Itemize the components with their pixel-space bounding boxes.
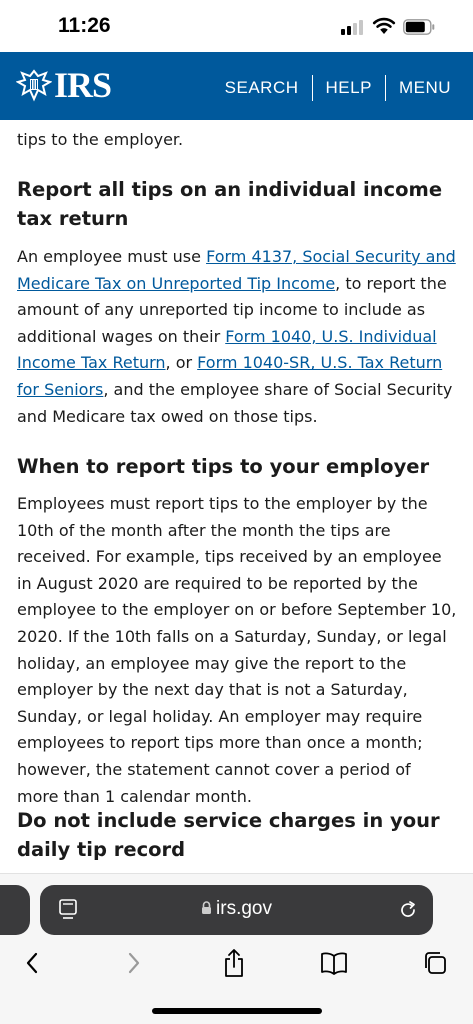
cellular-signal-icon [341, 19, 365, 35]
section-heading: Do not include service charges in your daily tip record [17, 809, 440, 861]
bookmarks-icon[interactable] [316, 946, 352, 980]
status-bar [0, 0, 473, 52]
previous-tab-preview[interactable] [0, 885, 30, 935]
forward-icon[interactable] [116, 946, 152, 980]
browser-toolbar [0, 873, 473, 1024]
site-header [0, 52, 473, 120]
section-paragraph [17, 244, 457, 430]
nav-search[interactable]: SEARCH [224, 78, 299, 97]
intro-tail-text: tips to the employer. [17, 130, 184, 149]
form-1040-link[interactable]: Form 1040, U.S. Individual Income Tax Return [17, 326, 437, 373]
home-indicator [152, 1008, 322, 1014]
wifi-icon [372, 17, 396, 35]
status-time: 11:26 [58, 14, 111, 37]
url-text: irs.gov [216, 898, 272, 919]
nav-help[interactable]: HELP [325, 78, 372, 97]
nav-divider [312, 75, 313, 101]
paragraph-text: , and the employee share of Social Security and Medicare tax owed on those tips. [17, 379, 453, 426]
section-heading: Report all tips on an individual income tax return [17, 178, 443, 230]
form-4137-link[interactable]: Form 4137, Social Security and Medicare Tax on Unreported Tip Income [17, 247, 456, 293]
paragraph-text: , to report the amount of any unreported tip income to include as additional wages on their [17, 273, 447, 346]
eagle-icon [16, 68, 52, 102]
tabs-icon[interactable] [417, 946, 453, 980]
section-heading: When to report tips to your employer [17, 455, 430, 478]
address-bar[interactable] [40, 885, 433, 935]
paragraph-text: An employee must use [17, 247, 207, 266]
section-paragraph: Employees must report tips to the employer by the 10th of the month after the month the tips are received. For example, tips received by an employee in August 2020 are required to be reported by the employee to the employer on or before September 10, 2020. If the 10th falls on a Saturday, Sunday, or legal holiday, an employee may give the report to the employer by the next day that is not a Saturday, Sunday, or legal holiday. An employer may require employees to report tips more than once a month; however, the statement cannot cover a period of more than 1 calendar month. [17, 494, 457, 806]
irs-logo[interactable] [16, 65, 111, 105]
reload-icon[interactable] [397, 899, 419, 921]
form-1040-sr-link[interactable]: Form 1040-SR, U.S. Tax Return for Seniors [17, 353, 443, 399]
url-display[interactable] [40, 898, 433, 920]
lock-icon [201, 901, 212, 915]
logo-wordmark: IRS [54, 65, 112, 105]
battery-icon [403, 19, 435, 35]
nav-menu[interactable]: MENU [398, 78, 451, 97]
back-icon[interactable] [14, 946, 50, 980]
share-icon[interactable] [216, 946, 252, 980]
header-nav [225, 75, 451, 101]
paragraph-text: , or [165, 353, 198, 373]
nav-divider [385, 75, 386, 101]
